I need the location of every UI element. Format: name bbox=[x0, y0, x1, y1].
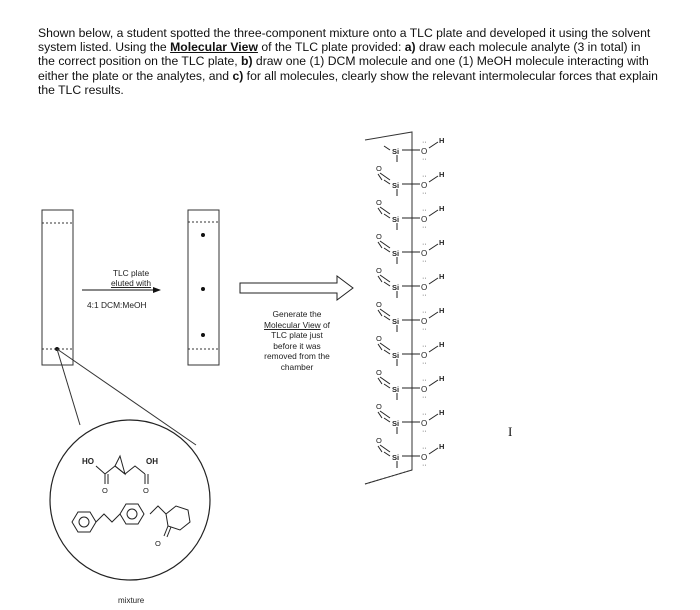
o-label-3: O bbox=[155, 539, 161, 548]
hydrogen-atom: H bbox=[439, 238, 445, 247]
spot-bottom bbox=[201, 333, 205, 337]
bridge-bond-2 bbox=[378, 378, 382, 384]
bridge-bond-2 bbox=[378, 344, 382, 350]
mixture-circle bbox=[50, 420, 210, 580]
si-bond-left bbox=[384, 316, 390, 320]
lone-pair: ·· bbox=[422, 360, 427, 367]
lone-pair: ·· bbox=[422, 173, 427, 180]
si-atom: Si bbox=[392, 249, 400, 258]
silanol-oxygen: O bbox=[421, 283, 428, 292]
ho-label: HO bbox=[82, 457, 94, 466]
lone-pair: ·· bbox=[422, 190, 427, 197]
si-bond-left bbox=[384, 248, 390, 252]
hydrogen-atom: H bbox=[439, 272, 445, 281]
si-atom: Si bbox=[392, 215, 400, 224]
bridging-oxygen: O bbox=[376, 198, 382, 207]
lone-pair: ·· bbox=[422, 445, 427, 452]
lone-pair: ·· bbox=[422, 462, 427, 469]
si-bond-left bbox=[384, 350, 390, 354]
silanol-oxygen: O bbox=[421, 419, 428, 428]
oh-label: OH bbox=[146, 457, 158, 466]
bridge-bond-2 bbox=[378, 446, 382, 452]
o-h-bond bbox=[429, 448, 438, 454]
molecule-cyclohexanone bbox=[150, 506, 190, 537]
silanol-oxygen: O bbox=[421, 453, 428, 462]
bridging-oxygen: O bbox=[376, 436, 382, 445]
molecule-diphenyl-chain bbox=[72, 504, 144, 532]
si-atom: Si bbox=[392, 385, 400, 394]
bridge-bond-2 bbox=[378, 208, 382, 214]
lone-pair: ·· bbox=[422, 139, 427, 146]
molecular-view-term: Molecular View bbox=[170, 40, 258, 55]
bridging-oxygen: O bbox=[376, 164, 382, 173]
bridge-bond-2 bbox=[378, 174, 382, 180]
silanol-oxygen: O bbox=[421, 317, 428, 326]
silanol-oxygen: O bbox=[421, 385, 428, 394]
si-bond-left bbox=[384, 418, 390, 422]
lone-pair: ·· bbox=[422, 411, 427, 418]
silanol-oxygen: O bbox=[421, 351, 428, 360]
silica-plate-back bbox=[365, 132, 412, 484]
silica-molecular-view bbox=[365, 132, 444, 484]
zoom-callout bbox=[50, 349, 210, 580]
silanol-oxygen: O bbox=[421, 147, 428, 156]
hydrogen-atom: H bbox=[439, 204, 445, 213]
hydrogen-atom: H bbox=[439, 340, 445, 349]
lone-pair: ·· bbox=[422, 292, 427, 299]
si-atom: Si bbox=[392, 181, 400, 190]
si-atom: Si bbox=[392, 419, 400, 428]
si-atom: Si bbox=[392, 453, 400, 462]
bridging-oxygen: O bbox=[376, 232, 382, 241]
lone-pair: ·· bbox=[422, 241, 427, 248]
hydrogen-atom: H bbox=[439, 306, 445, 315]
si-atom: Si bbox=[392, 283, 400, 292]
si-bond-left bbox=[384, 384, 390, 388]
bridging-oxygen: O bbox=[376, 300, 382, 309]
spot-top bbox=[201, 233, 205, 237]
tlc-label: TLC plate eluted with bbox=[110, 268, 152, 288]
bridging-oxygen: O bbox=[376, 266, 382, 275]
lone-pair: ·· bbox=[422, 343, 427, 350]
bridging-oxygen: O bbox=[376, 368, 382, 377]
bridging-oxygen: O bbox=[376, 334, 382, 343]
hydrogen-atom: H bbox=[439, 442, 445, 451]
generate-arrow bbox=[240, 276, 353, 300]
generate-label: Generate the Molecular View of TLC plate just before it was removed from the chamber bbox=[264, 309, 330, 372]
si-atom: Si bbox=[392, 147, 400, 156]
solvent-label: 4:1 DCM:MeOH bbox=[87, 300, 147, 310]
si-atom: Si bbox=[392, 317, 400, 326]
lone-pair: ·· bbox=[422, 394, 427, 401]
bridge-bond-2 bbox=[378, 242, 382, 248]
lone-pair: ·· bbox=[422, 224, 427, 231]
lone-pair: ·· bbox=[422, 207, 427, 214]
o-h-bond bbox=[429, 414, 438, 420]
silanol-oxygen: O bbox=[421, 181, 428, 190]
lone-pair: ·· bbox=[422, 326, 427, 333]
mixture-label: mixture bbox=[118, 596, 145, 605]
bridge-bond-2 bbox=[378, 310, 382, 316]
si-bond-left bbox=[384, 214, 390, 218]
hydrogen-atom: H bbox=[439, 136, 445, 145]
lone-pair: ·· bbox=[422, 309, 427, 316]
o-h-bond bbox=[429, 380, 438, 386]
question-text: Shown below, a student spotted the three-component mixture onto a TLC plate and developed it using the solvent system listed. Using the Molecular View of the TLC plate provided: a) draw each molecule analyte (3 in total) in the correct position on the TLC plate, b) draw one (1) DCM molecule and one (1) MeOH molecule interacting with either the plate or the analytes, and c) for all molecules, clearly show the relevant intermolecular forces that explain the TLC results. bbox=[38, 26, 658, 97]
o-label-2: O bbox=[143, 486, 149, 495]
o-label-1: O bbox=[102, 486, 108, 495]
silanol-oxygen: O bbox=[421, 249, 428, 258]
o-h-bond bbox=[429, 346, 438, 352]
o-h-bond bbox=[429, 142, 438, 148]
hydrogen-atom: H bbox=[439, 374, 445, 383]
o-h-bond bbox=[429, 244, 438, 250]
si-bond-left bbox=[384, 452, 390, 456]
lone-pair: ·· bbox=[422, 275, 427, 282]
bridge-bond-2 bbox=[378, 412, 382, 418]
si-bond-left bbox=[384, 180, 390, 184]
o-h-bond bbox=[429, 210, 438, 216]
lone-pair: ·· bbox=[422, 428, 427, 435]
si-bond-left bbox=[384, 282, 390, 286]
molecule-cyclopropane bbox=[96, 456, 148, 484]
text-cursor: I bbox=[508, 424, 513, 439]
bridge-bond-2 bbox=[378, 276, 382, 282]
bridging-oxygen: O bbox=[376, 402, 382, 411]
hydrogen-atom: H bbox=[439, 170, 445, 179]
lone-pair: ·· bbox=[422, 258, 427, 265]
silanol-oxygen: O bbox=[421, 215, 428, 224]
lone-pair: ·· bbox=[422, 156, 427, 163]
spot-middle bbox=[201, 287, 205, 291]
o-h-bond bbox=[429, 312, 438, 318]
si-atom: Si bbox=[392, 351, 400, 360]
tlc-plate-before bbox=[42, 210, 73, 365]
lone-pair: ·· bbox=[422, 377, 427, 384]
tlc-plate-developed bbox=[188, 210, 219, 365]
o-h-bond bbox=[429, 278, 438, 284]
o-h-bond bbox=[429, 176, 438, 182]
si-bond-left bbox=[384, 146, 390, 150]
hydrogen-atom: H bbox=[439, 408, 445, 417]
